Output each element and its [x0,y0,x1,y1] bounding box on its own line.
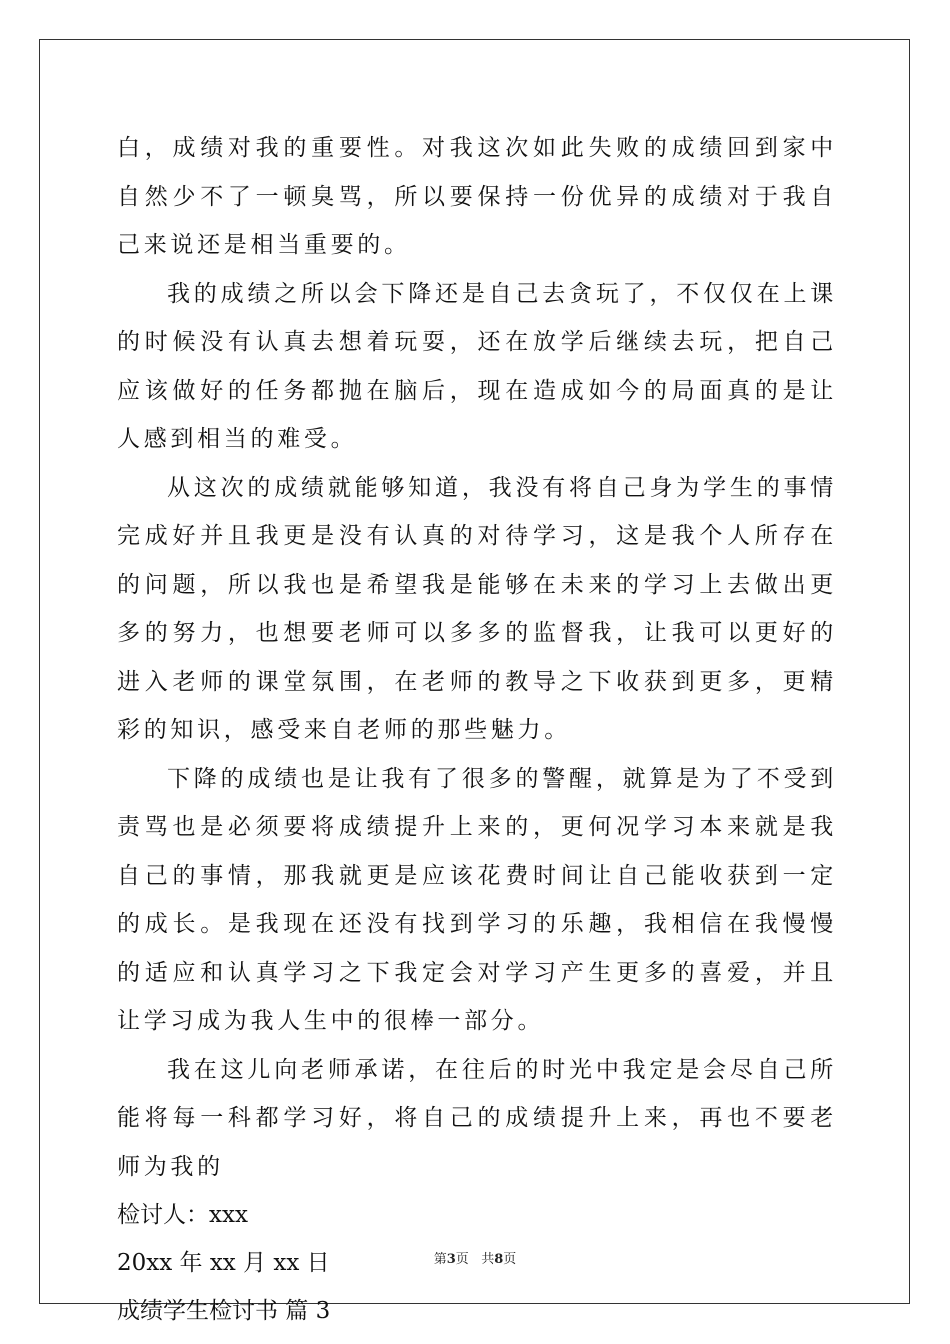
paragraph-5: 我在这儿向老师承诺，在往后的时光中我定是会尽自己所能将每一科都学习好，将自己的成绩提升上来，再也不要老师为我的 [117,1056,837,1180]
footer-middle: 页 共 [455,1252,495,1267]
footer-suffix: 页 [503,1252,517,1267]
footer-prefix: 第 [433,1252,447,1267]
paragraph-1: 白，成绩对我的重要性。对我这次如此失败的成绩回到家中自然少不了一顿臭骂，所以要保持一份优异的成绩对于我自己来说还是相当重要的。 [117,135,837,258]
document-body [117,124,837,1335]
paragraph-2: 我的成绩之所以会下降还是自己去贪玩了，不仅仅在上课的时候没有认真去想着玩耍，还在放学后继续去玩，把自己应该做好的任务都抛在脑后，现在造成如今的局面真的是让人感到相当的难受。 [117,280,837,452]
current-page-number: 3 [446,1252,456,1267]
page-footer [0,1248,950,1267]
paragraph-3: 从这次的成绩就能够知道，我没有将自己身为学生的事情完成好并且我更是没有认真的对待学习，这是我个人所存在的问题，所以我也是希望我是能够在未来的学习上去做出更多的努力，也想要老师可以多多的监督我，让我可以更好的进入老师的课堂氛围，在老师的教导之下收获到更多，更精彩的知识，感受来自老师的那些魅力。 [117,474,837,743]
total-pages-number: 8 [494,1252,504,1267]
paragraph-4: 下降的成绩也是让我有了很多的警醒，就算是为了不受到责骂也是必须要将成绩提升上来的，更何况学习本来就是我自己的事情，那我就更是应该花费时间让自己能收获到一定的成长。是我现在还没有找到学习的乐趣，我相信在我慢慢的适应和认真学习之下我定会对学习产生更多的喜爱，并且让学习成为我人生中的很棒一部分。 [117,765,837,1034]
document-date: 20xx 年 xx 月 xx 日 [117,1250,330,1276]
reviewer-signature: 检讨人：xxx [117,1202,248,1228]
next-section-title: 成绩学生检讨书 篇 3 [117,1298,331,1324]
